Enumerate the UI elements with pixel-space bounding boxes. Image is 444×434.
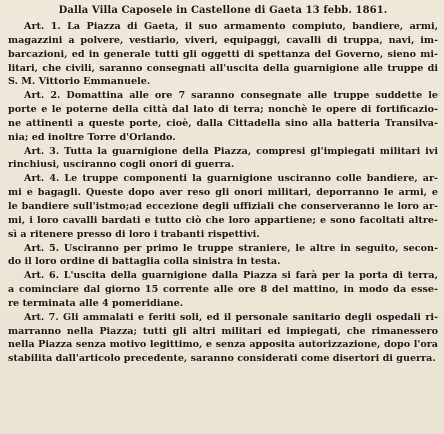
article-5 [8,242,438,270]
article-line: Art. 3. Tutta la guarnigione della Piazza, compresi gl'impiegati militari ivi [24,145,438,157]
article-line: magazzini a polvere, vestiario, viveri, equipaggi, cavalli di truppa, navi, im- [8,34,438,46]
article-line: ne attinenti a queste porte, cioè, dalla Cittadella sino alla batteria Transilva- [8,117,438,129]
article-line: barcazioni, ed in generale tutti gli oggetti di spettanza del Governo, sieno mi- [8,48,438,60]
article-4 [8,172,438,241]
article-6 [8,269,438,311]
article-line: Art. 1. La Piazza di Gaeta, il suo armamento compiuto, bandiere, armi, [24,21,438,32]
article-line: litari, che civili, saranno consegnati all'uscita della guarnigione alle truppe di [8,62,438,74]
article-line: Art. 6. L'uscita della guarnigione dalla Piazza si farà per la porta di terra, [24,270,438,282]
article-1 [8,20,438,89]
article-line: Art. 4. Le truppe componenti la guarnigione usciranno colle bandiere, ar- [24,173,438,185]
article-2 [8,89,438,144]
article-line: le bandiere sull'istmo;ad eccezione degli uffiziali che conserveranno le loro ar- [8,200,438,212]
article-line: porte e le poterne della città dal lato di terra; nonchè le opere di fortificazio- [8,104,438,116]
article-line: rinchiusi, usciranno cogli onori di guerra. [8,159,235,171]
article-line: a cominciare dal giorno 15 corrente alle ore 8 del mattino, in modo da esse- [8,284,438,296]
article-3 [8,145,438,173]
article-line: S. M. Vittorio Emmanuele. [8,76,151,88]
article-line: nia; ed inoltre Torre d'Orlando. [8,131,176,143]
article-line: re terminata alle 4 pomeridiane. [8,297,184,309]
article-line: stabilita dall'articolo precedente, saranno considerati come disertori di guerra. [8,353,436,365]
article-line: sì a ritenere presso di loro i trabanti rispettivi. [8,228,260,240]
article-line: nella Piazza senza motivo legittimo, e senza apposita autorizzazione, dopo l'ora [8,339,438,351]
article-line: mi, i loro cavalli bardati e tutto ciò che loro appartiene; e sono facoltati altre- [8,214,438,226]
articles-body [8,20,438,366]
article-line: Art. 7. Gli ammalati e feriti soli, ed il personale sanitario degli ospedali ri- [24,311,438,323]
article-line: mi e bagagli. Queste dopo aver reso gli onori militari, deporranno le armi, e [8,187,438,199]
article-line: Art. 5. Usciranno per primo le truppe straniere, le altre in seguito, secon- [24,242,438,254]
document-heading: Dalla Villa Caposele in Castellone di Gaeta 13 febb. 1861. [58,5,388,16]
article-7 [8,311,438,366]
article-line: do il loro ordine di battaglia colla sinistra in testa. [8,256,281,268]
article-line: Art. 2. Domattina alle ore 7 saranno consegnate alle truppe suddette le [24,90,438,102]
article-line: marranno nella Piazza; tutti gli altri militari ed impiegati, che rimanessero [8,325,438,337]
